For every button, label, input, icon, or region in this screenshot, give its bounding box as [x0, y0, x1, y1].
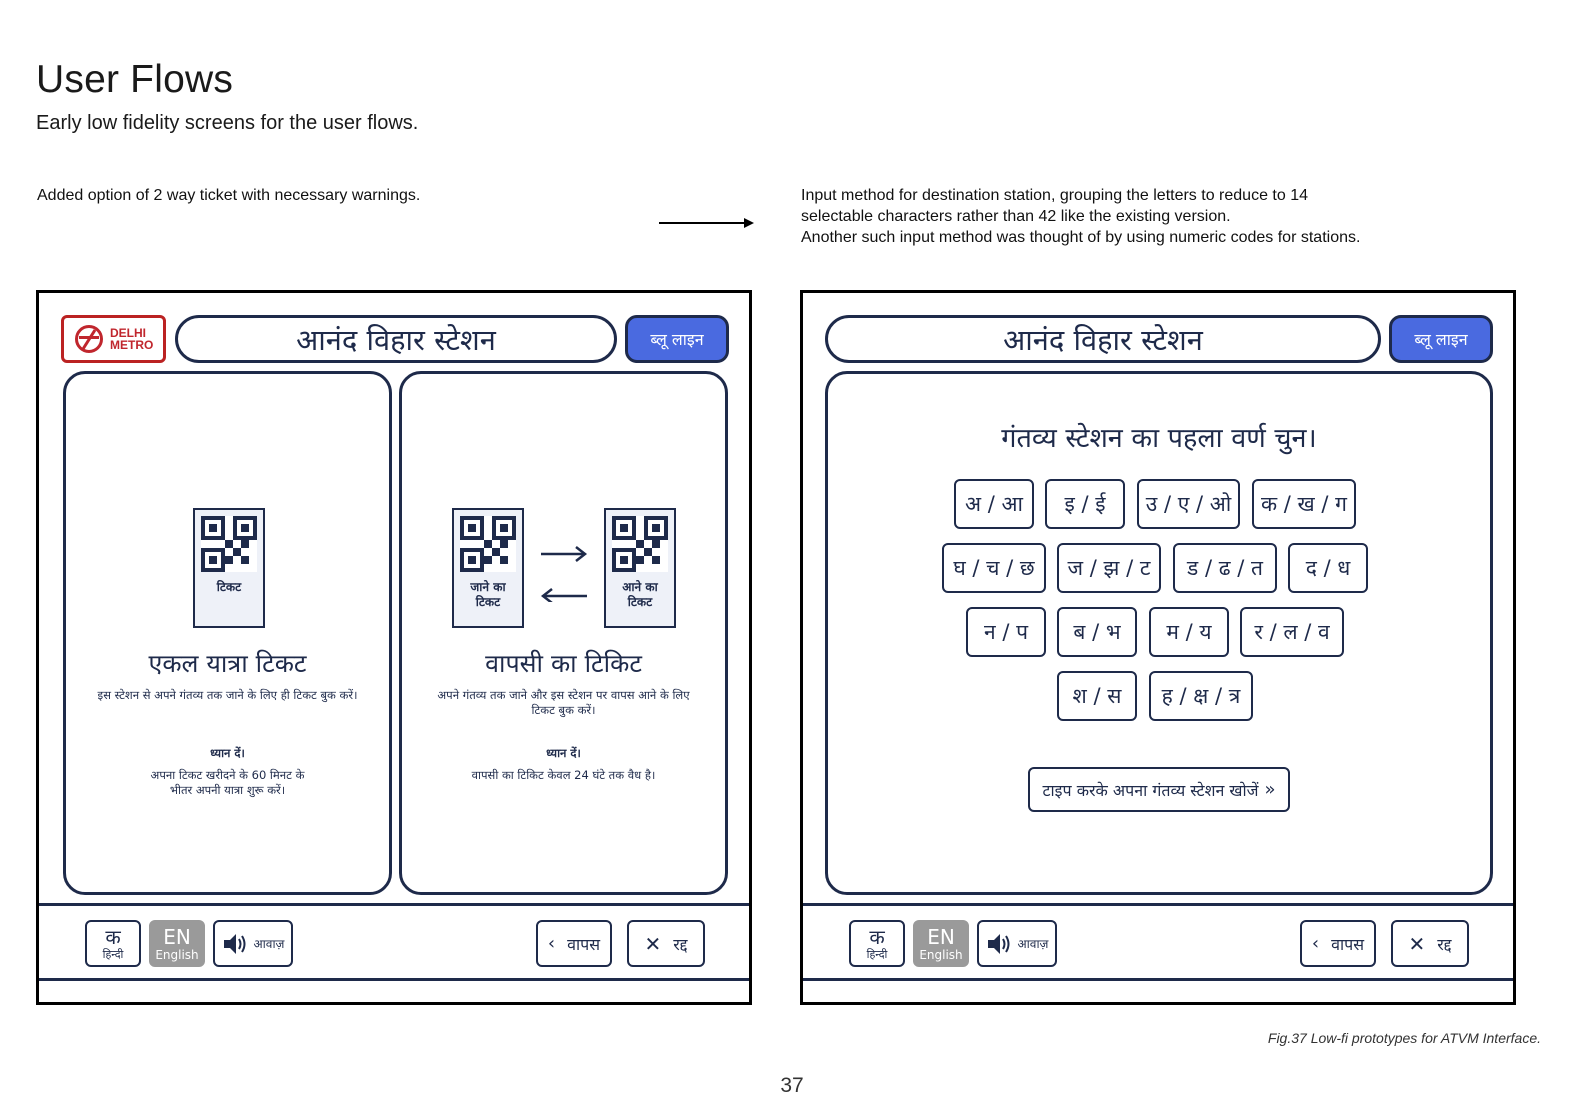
single-ticket-desc: इस स्टेशन से अपने गंतव्य तक जाने के लिए ही टिकट बुक करें। — [97, 688, 358, 702]
return-ticket-title: वापसी का टिकिट — [485, 649, 642, 678]
bottom-bar — [803, 903, 1513, 981]
letter-key[interactable]: ह / क्ष / त्र — [1149, 671, 1253, 721]
return-ticket-desc — [420, 688, 707, 718]
two-way-arrows-icon — [539, 542, 589, 602]
figure-caption: Fig.37 Low-fi prototypes for ATVM Interface. — [1267, 1030, 1541, 1046]
lang-en-label: English — [155, 947, 199, 962]
return-ticket-attention: ध्यान दें। — [546, 746, 581, 760]
letter-key[interactable]: अ / आ — [954, 479, 1034, 529]
qr-label: टिकट — [216, 580, 242, 594]
letter-key[interactable]: न / प — [966, 607, 1046, 657]
letter-key[interactable]: म / य — [1149, 607, 1229, 657]
close-icon: ✕ — [644, 931, 662, 956]
note-right-line: selectable characters rather than 42 like the existing version. — [801, 208, 1231, 225]
qr-label-line: टिकट — [627, 595, 653, 609]
qr-code-icon — [612, 516, 668, 572]
lang-hi-glyph: क — [869, 925, 885, 949]
note-left: Added option of 2 way ticket with necessary warnings. — [37, 187, 421, 204]
single-ticket-warning — [106, 768, 349, 798]
single-ticket-card[interactable] — [63, 371, 392, 895]
letter-key[interactable]: र / ल / व — [1240, 607, 1344, 657]
atvm-destination-screen — [800, 290, 1516, 1005]
page-number: 37 — [780, 1074, 804, 1097]
qr-label — [606, 580, 674, 610]
letter-key[interactable]: ड / ढ / त — [1173, 543, 1277, 593]
station-name: आनंद विहार स्टेशन — [175, 315, 617, 363]
voice-button[interactable] — [977, 920, 1057, 967]
qr-code-icon — [460, 516, 516, 572]
page-title: User Flows — [36, 58, 234, 101]
return-ticket-card[interactable] — [399, 371, 728, 895]
lang-hi-label: हिन्दी — [102, 948, 124, 961]
note-right-line: Another such input method was thought of by using numeric codes for stations. — [801, 229, 1361, 246]
lang-en-glyph: EN — [927, 924, 955, 949]
speaker-icon — [986, 932, 1012, 956]
destination-prompt: गंतव्य स्टेशन का पहला वर्ण चुन। — [1001, 423, 1317, 454]
voice-label: आवाज़ — [253, 937, 285, 951]
destination-picker-card — [825, 371, 1493, 895]
type-search-label: टाइप करके अपना गंतव्य स्टेशन खोजें — [1042, 780, 1259, 800]
hindi-language-button[interactable] — [85, 920, 141, 967]
delhi-metro-logo — [61, 315, 166, 363]
return-qr-card — [604, 508, 676, 628]
lang-hi-glyph: क — [105, 925, 121, 949]
qr-label-line: टिकट — [475, 595, 501, 609]
letter-key[interactable]: इ / ई — [1045, 479, 1125, 529]
logo-text-line1: DELHI — [110, 326, 146, 340]
note-right-line: Input method for destination station, grouping the letters to reduce to 14 — [801, 187, 1308, 204]
metro-logo-icon — [74, 324, 104, 354]
cancel-button[interactable] — [1391, 920, 1469, 967]
return-ticket-warning: वापसी का टिकिट केवल 24 घंटे तक वैध है। — [471, 768, 656, 782]
back-label: वापस — [567, 934, 601, 954]
voice-button[interactable] — [213, 920, 293, 967]
page-subtitle: Early low fidelity screens for the user flows. — [36, 112, 419, 134]
cancel-label: रद्द — [1437, 934, 1452, 954]
single-ticket-title: एकल यात्रा टिकट — [148, 649, 307, 678]
letter-key[interactable]: श / स — [1057, 671, 1137, 721]
english-language-button[interactable] — [149, 920, 205, 967]
lang-en-glyph: EN — [163, 924, 191, 949]
voice-label: आवाज़ — [1017, 937, 1049, 951]
flow-arrow-icon — [659, 216, 754, 230]
note-right — [801, 185, 1441, 248]
double-chevron-right-icon: » — [1264, 779, 1276, 800]
close-icon: ✕ — [1408, 931, 1426, 956]
lang-hi-label: हिन्दी — [866, 948, 888, 961]
letter-key[interactable]: क / ख / ग — [1252, 479, 1356, 529]
letter-key[interactable]: उ / ए / ओ — [1137, 479, 1240, 529]
back-button[interactable] — [1300, 920, 1376, 967]
desc-line: अपने गंतव्य तक जाने और इस स्टेशन पर वापस आने के लिए — [437, 688, 690, 702]
ticket-qr-card — [193, 508, 265, 628]
speaker-icon — [222, 932, 248, 956]
warning-line: अपना टिकट खरीदने के 60 मिनट के — [150, 768, 305, 782]
single-ticket-attention: ध्यान दें। — [210, 746, 245, 760]
atvm-ticket-type-screen — [36, 290, 752, 1005]
bottom-bar — [39, 903, 749, 981]
chevron-left-icon: ‹ — [1311, 933, 1320, 954]
letter-key[interactable]: द / ध — [1288, 543, 1368, 593]
station-name: आनंद विहार स्टेशन — [825, 315, 1381, 363]
outbound-qr-card — [452, 508, 524, 628]
desc-line: टिकट बुक करें। — [531, 703, 596, 717]
qr-label — [454, 580, 522, 610]
qr-label-line: आने का — [622, 580, 658, 594]
chevron-left-icon: ‹ — [547, 933, 556, 954]
lang-en-label: English — [919, 947, 963, 962]
back-button[interactable] — [536, 920, 612, 967]
english-language-button[interactable] — [913, 920, 969, 967]
letter-key[interactable]: ज / झ / ट — [1057, 543, 1161, 593]
qr-code-icon — [201, 516, 257, 572]
cancel-button[interactable] — [627, 920, 705, 967]
qr-label-line: जाने का — [470, 580, 506, 594]
cancel-label: रद्द — [673, 934, 688, 954]
letter-key[interactable]: घ / च / छ — [942, 543, 1046, 593]
letter-key[interactable]: ब / भ — [1057, 607, 1137, 657]
back-label: वापस — [1331, 934, 1365, 954]
line-badge: ब्लू लाइन — [1389, 315, 1493, 363]
hindi-language-button[interactable] — [849, 920, 905, 967]
type-search-button[interactable] — [1028, 767, 1290, 812]
warning-line: भीतर अपनी यात्रा शुरू करें। — [169, 783, 286, 797]
logo-text-line2: METRO — [110, 338, 154, 352]
line-badge: ब्लू लाइन — [625, 315, 729, 363]
